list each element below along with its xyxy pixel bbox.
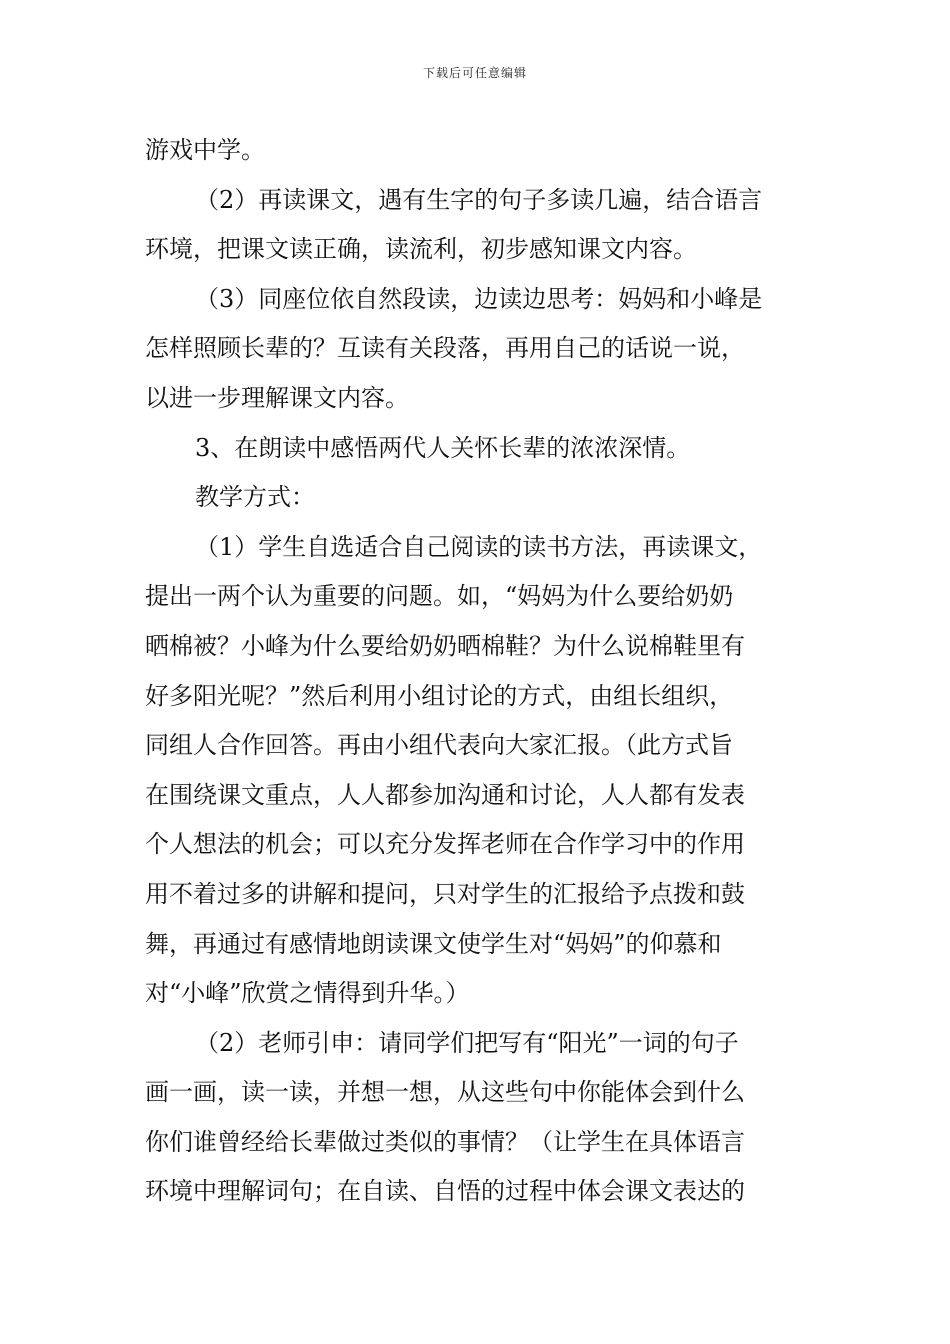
text-line: 你们谁曾经给长辈做过类似的事情？（让学生在具体语言 <box>145 1127 745 1156</box>
text-line: 晒棉被？小峰为什么要给奶奶晒棉鞋？为什么说棉鞋里有 <box>145 631 745 660</box>
text-line: 好多阳光呢？”然后利用小组讨论的方式，由组长组织， <box>145 681 734 710</box>
text-line: （2）再读课文，遇有生字的句子多读几遍，结合语言 <box>195 185 763 214</box>
text-line: 怎样照顾长辈的？互读有关段落，再用自己的话说一说， <box>145 334 745 363</box>
text-line: 环境，把课文读正确，读流利，初步感知课文内容。 <box>145 235 697 264</box>
text-line: （3）同座位依自然段读，边读边思考：妈妈和小峰是 <box>195 284 763 313</box>
text-line: （1）学生自选适合自己阅读的读书方法，再读课文， <box>195 532 763 561</box>
text-line: 环境中理解词句；在自读、自悟的过程中体会课文表达的 <box>145 1177 745 1206</box>
text-line: 提出一两个认为重要的问题。如，“妈妈为什么要给奶奶 <box>145 582 734 611</box>
text-line: 用不着过多的讲解和提问，只对学生的汇报给予点拨和鼓 <box>145 879 745 908</box>
text-line: 游戏中学。 <box>145 136 265 164</box>
text-line: （2）老师引申：请同学们把写有“阳光”一词的句子 <box>195 1028 739 1057</box>
text-line: 舞，再通过有感情地朗读课文使学生对“妈妈”的仰慕和 <box>145 929 722 958</box>
text-line: 在围绕课文重点，人人都参加沟通和讨论，人人都有发表 <box>145 780 745 809</box>
document-body <box>145 126 817 1217</box>
text-line: 以进一步理解课文内容。 <box>145 383 409 412</box>
text-line: 对“小峰”欣赏之情得到升华。） <box>145 979 470 1008</box>
section-heading: 3、在朗读中感悟两代人关怀长辈的浓浓深情。 <box>195 433 691 462</box>
text-line: 个人想法的机会；可以充分发挥老师在合作学习中的作用 <box>145 830 745 859</box>
subheading: 教学方式： <box>195 483 315 512</box>
text-line: 画一画，读一读，并想一想，从这些句中你能体会到什么 <box>145 1078 745 1107</box>
text-line: 同组人合作回答。再由小组代表向大家汇报。（此方式旨 <box>145 731 733 760</box>
page-header: 下载后可任意编辑 <box>422 66 527 80</box>
